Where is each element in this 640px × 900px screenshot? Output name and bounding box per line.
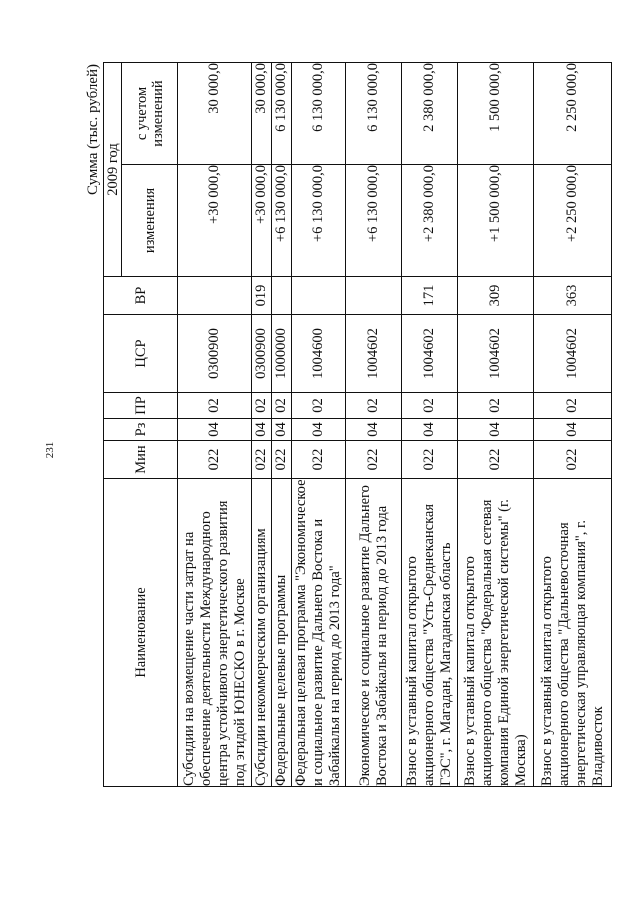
row-csr: 1004602 bbox=[346, 315, 402, 393]
row-min: 022 bbox=[252, 441, 272, 479]
row-pr: 02 bbox=[178, 393, 252, 419]
header-min: Мин bbox=[104, 441, 178, 479]
row-pr: 02 bbox=[272, 393, 292, 419]
row-pr: 02 bbox=[458, 393, 534, 419]
row-csr: 1000000 bbox=[272, 315, 292, 393]
table-row bbox=[178, 62, 252, 786]
header-with-changes: с учетом изменений bbox=[122, 62, 178, 164]
table-row bbox=[402, 62, 458, 786]
row-pr: 02 bbox=[346, 393, 402, 419]
header-changes: изменения bbox=[122, 165, 178, 277]
budget-table bbox=[103, 62, 612, 787]
row-csr: 0300900 bbox=[178, 315, 252, 393]
table-row bbox=[252, 62, 272, 786]
row-change: +2 250 000,0 bbox=[534, 165, 612, 277]
row-csr: 0300900 bbox=[252, 315, 272, 393]
row-change: +6 130 000,0 bbox=[292, 165, 346, 277]
row-total: 1 500 000,0 bbox=[458, 62, 534, 164]
row-change: +6 130 000,0 bbox=[272, 165, 292, 277]
row-name: Субсидии некоммерческим организациям bbox=[252, 479, 272, 787]
table-row bbox=[292, 62, 346, 786]
row-name: Федеральная целевая программа "Экономическое и социальное развитие Дальнего Востока и Забайкалья на период до 2013 года" bbox=[292, 479, 346, 787]
row-vr bbox=[292, 277, 346, 315]
row-rz: 04 bbox=[252, 419, 272, 441]
row-name: Субсидии на возмещение части затрат на обеспечение деятельности Международного центра устойчивого энергетического развития под эгидой ЮНЕСКО в г. Москве bbox=[178, 479, 252, 787]
header-year: 2009 год bbox=[104, 62, 122, 276]
row-change: +30 000,0 bbox=[252, 165, 272, 277]
page-number: 231 bbox=[44, 441, 56, 459]
row-csr: 1004600 bbox=[292, 315, 346, 393]
row-name: Взнос в уставный капитал открытого акционерного общества "Усть-Среднеканская ГЭС", г. Магадан, Магаданская область bbox=[402, 479, 458, 787]
row-csr: 1004602 bbox=[402, 315, 458, 393]
row-change: +1 500 000,0 bbox=[458, 165, 534, 277]
row-csr: 1004602 bbox=[534, 315, 612, 393]
row-change: +30 000,0 bbox=[178, 165, 252, 277]
table-row bbox=[458, 62, 534, 786]
row-min: 022 bbox=[402, 441, 458, 479]
row-total: 2 380 000,0 bbox=[402, 62, 458, 164]
row-pr: 02 bbox=[402, 393, 458, 419]
row-min: 022 bbox=[272, 441, 292, 479]
table-row bbox=[534, 62, 612, 786]
header-vr: ВР bbox=[104, 277, 178, 315]
table-row bbox=[346, 62, 402, 786]
row-change: +2 380 000,0 bbox=[402, 165, 458, 277]
row-name: Экономическое и социальное развитие Дальнего Востока и Забайкалья на период до 2013 года bbox=[346, 479, 402, 787]
header-rz: Рз bbox=[104, 419, 178, 441]
row-vr bbox=[178, 277, 252, 315]
row-min: 022 bbox=[292, 441, 346, 479]
row-min: 022 bbox=[534, 441, 612, 479]
row-total: 6 130 000,0 bbox=[346, 62, 402, 164]
row-rz: 04 bbox=[346, 419, 402, 441]
row-min: 022 bbox=[178, 441, 252, 479]
row-name: Взнос в уставный капитал открытого акционерного общества "Федеральная сетевая компания Единой энергетической системы" (г. Москва) bbox=[458, 479, 534, 787]
row-rz: 04 bbox=[534, 419, 612, 441]
row-name: Взнос в уставный капитал открытого акционерного общества "Дальневосточная энергетическая управляющая компания", г. Владивосток bbox=[534, 479, 612, 787]
row-pr: 02 bbox=[252, 393, 272, 419]
row-change: +6 130 000,0 bbox=[346, 165, 402, 277]
row-total: 6 130 000,0 bbox=[292, 62, 346, 164]
sum-caption: Сумма (тыс. рублей) bbox=[85, 64, 101, 196]
row-total: 30 000,0 bbox=[178, 62, 252, 164]
row-rz: 04 bbox=[292, 419, 346, 441]
row-vr: 171 bbox=[402, 277, 458, 315]
row-min: 022 bbox=[346, 441, 402, 479]
row-vr: 363 bbox=[534, 277, 612, 315]
row-total: 2 250 000,0 bbox=[534, 62, 612, 164]
row-rz: 04 bbox=[272, 419, 292, 441]
row-rz: 04 bbox=[458, 419, 534, 441]
row-vr bbox=[272, 277, 292, 315]
row-min: 022 bbox=[458, 441, 534, 479]
table-row bbox=[272, 62, 292, 786]
row-vr: 019 bbox=[252, 277, 272, 315]
header-name: Наименование bbox=[104, 479, 178, 787]
row-vr bbox=[346, 277, 402, 315]
row-rz: 04 bbox=[178, 419, 252, 441]
row-pr: 02 bbox=[534, 393, 612, 419]
row-total: 6 130 000,0 bbox=[272, 62, 292, 164]
header-pr: ПР bbox=[104, 393, 178, 419]
row-total: 30 000,0 bbox=[252, 62, 272, 164]
header-csr: ЦСР bbox=[104, 315, 178, 393]
row-name: Федеральные целевые программы bbox=[272, 479, 292, 787]
row-rz: 04 bbox=[402, 419, 458, 441]
row-csr: 1004602 bbox=[458, 315, 534, 393]
row-vr: 309 bbox=[458, 277, 534, 315]
row-pr: 02 bbox=[292, 393, 346, 419]
